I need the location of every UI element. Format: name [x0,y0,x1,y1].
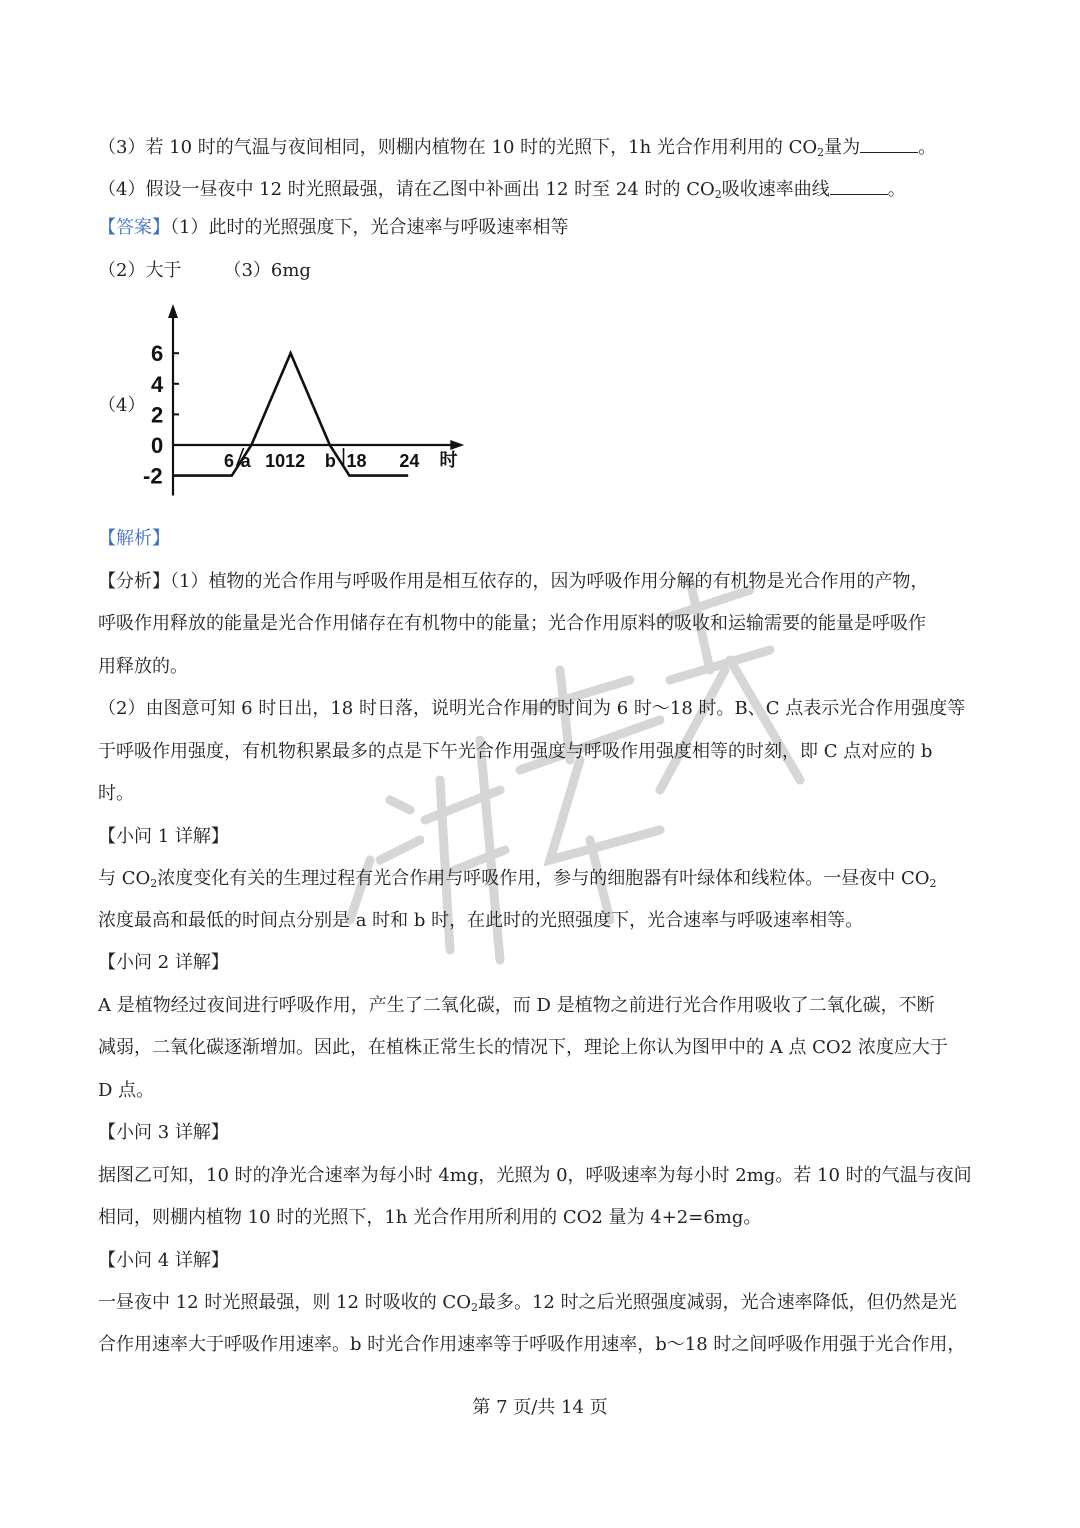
x-axis-label: 时 [439,450,458,470]
x-tick-label: a [240,451,251,471]
co2-absorption-chart [140,300,470,505]
detail-4-title: 【小问 4 详解】 [98,1250,229,1271]
page-footer: 第 7 页/共 14 页 [472,1397,608,1418]
answer-1: 【答案】（1）此时的光照强度下，光合速率与呼吸速率相等 [98,217,569,238]
question-3: （3）若 10 时的气温与夜间相同，则棚内植物在 10 时的光照下，1h 光合作用利用的 $CO_2$量为 。 [98,134,936,165]
y-tick-label: 6 [151,341,164,367]
x-tick-label: 6 [223,451,234,471]
detail-2-p2: 减弱，二氧化碳逐渐增加。因此，在植株正常生长的情况下，理论上你认为图甲中的 A 点 CO2 浓度应大于 [98,1037,948,1058]
analysis-p4: （2）由图意可知 6 时日出，18 时日落，说明光合作用的时间为 6 时～18 时。B、C 点表示光合作用强度等 [98,698,966,719]
detail-2-title: 【小问 2 详解】 [98,952,229,973]
x-tick-label: b [324,451,336,471]
question-4: （4）假设一昼夜中 12 时光照最强，请在乙图中补画出 12 时至 24 时的 $CO_2$吸收速率曲线 。 [98,176,906,207]
analysis-p3: 用释放的。 [98,656,188,677]
detail-2-p3: D 点。 [98,1080,155,1101]
y-tick-label: 0 [151,433,164,458]
analysis-p1: 【分析】（1）植物的光合作用与呼吸作用是相互依存的，因为呼吸作用分解的有机物是光合作用的产物， [98,571,929,592]
y-axis-arrow [168,304,178,318]
y-tick-label: 2 [151,402,164,428]
x-tick-label: 24 [399,451,420,471]
detail-3-p2: 相同，则棚内植物 10 时的光照下，1h 光合作用所利用的 CO2 量为 4+2=6mg。 [98,1207,762,1228]
x-tick-label: 18 [346,451,367,471]
analysis-p6: 时。 [98,783,134,804]
detail-1-p1: 与 $CO_2$浓度变化有关的生理过程有光合作用与呼吸作用，参与的细胞器有叶绿体和线粒体。一昼夜中 $CO_2$ [98,868,937,890]
detail-3-p1: 据图乙可知，10 时的净光合速率为每小时 4mg，光照为 0，呼吸速率为每小时 2mg。若 10 时的气温与夜间 [98,1165,972,1186]
answer-tag: 【答案】 [98,217,170,238]
x-tick-label: 1012 [265,451,306,471]
detail-1-title: 【小问 1 详解】 [98,826,229,847]
analysis-p2: 呼吸作用释放的能量是光合作用储存在有机物中的能量；光合作用原料的吸收和运输需要的能量是呼吸作 [98,613,926,634]
detail-4-p2: 合作用速率大于呼吸作用速率。b 时光合作用速率等于呼吸作用速率，b～18 时之间呼吸作用强于光合作用， [98,1334,966,1355]
answer-blank[interactable] [860,134,918,153]
detail-3-title: 【小问 3 详解】 [98,1122,229,1143]
detail-2-p1: A 是植物经过夜间进行呼吸作用，产生了二氧化碳，而 D 是植物之前进行光合作用吸收了二氧化碳，不断 [98,995,935,1016]
chart-axes [168,304,464,495]
answer-2-3: （2）大于 （3）6mg [98,260,311,281]
detail-1-p2: 浓度最高和最低的时间点分别是 a 时和 b 时，在此时的光照强度下，光合速率与呼吸速率相等。 [98,910,864,931]
analysis-p5: 于呼吸作用强度，有机物积累最多的点是下午光合作用强度与呼吸作用强度相等的时刻，即 C 点对应的 b [98,741,933,762]
y-tick-label: -2 [143,463,163,489]
answer-blank[interactable] [830,176,888,195]
analysis-tag: 【解析】 [98,528,170,549]
detail-4-p1: 一昼夜中 12 时光照最强，则 12 时吸收的 $CO_2$最多。12 时之后光照强度减弱，光合速率降低，但仍然是光 [98,1292,957,1314]
y-tick-label: 4 [151,371,164,397]
answer-4-label: （4） [98,395,146,416]
x-axis-arrow [450,440,464,450]
